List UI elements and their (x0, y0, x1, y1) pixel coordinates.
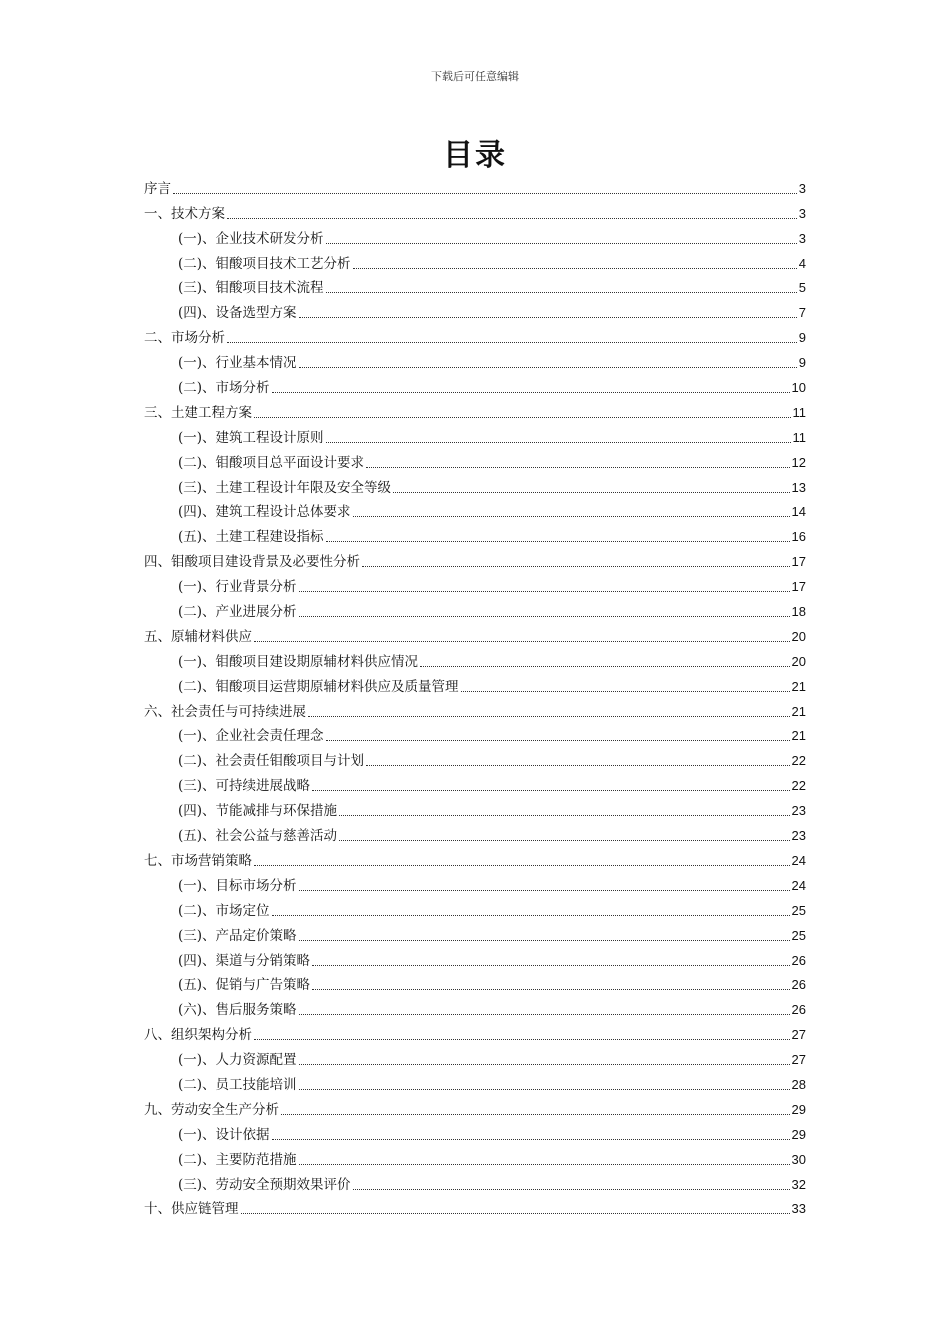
toc-leader-dots (272, 915, 790, 916)
toc-entry-page-number: 26 (791, 1002, 806, 1018)
toc-entry-label: (五)、土建工程建设指标 (178, 529, 324, 546)
toc-entry[interactable] (144, 398, 806, 423)
toc-entry-page-number: 18 (791, 604, 806, 620)
toc-entry-label: (四)、设备选型方案 (178, 305, 297, 322)
toc-entry-page-number: 29 (791, 1101, 806, 1117)
toc-entry-label: 序言 (144, 180, 171, 197)
toc-entry[interactable] (144, 522, 806, 547)
toc-entry-page-number: 7 (798, 305, 806, 321)
toc-leader-dots (254, 417, 791, 418)
toc-leader-dots (254, 1039, 790, 1040)
toc-entry-page-number: 20 (791, 628, 806, 644)
toc-entry-label: 二、市场分析 (144, 330, 225, 347)
toc-entry-page-number: 30 (791, 1151, 806, 1167)
toc-entry-label: (二)、钼酸项目总平面设计要求 (178, 454, 365, 471)
toc-leader-dots (353, 268, 797, 269)
toc-entry-label: 八、组织架构分析 (144, 1027, 252, 1044)
toc-entry[interactable] (144, 498, 806, 523)
toc-entry-label: (五)、促销与广告策略 (178, 977, 311, 994)
toc-leader-dots (299, 940, 790, 941)
toc-entry-label: (四)、建筑工程设计总体要求 (178, 504, 351, 521)
toc-entry[interactable] (144, 1120, 806, 1145)
toc-leader-dots (339, 840, 789, 841)
toc-leader-dots (254, 641, 790, 642)
toc-leader-dots (362, 566, 790, 567)
toc-entry-page-number: 25 (791, 902, 806, 918)
toc-entry[interactable] (144, 547, 806, 572)
toc-entry-page-number: 3 (798, 180, 806, 196)
toc-leader-dots (326, 292, 797, 293)
toc-entry-label: (六)、售后服务策略 (178, 1002, 297, 1019)
toc-entry[interactable] (144, 423, 806, 448)
toc-entry-page-number: 28 (791, 1076, 806, 1092)
toc-entry[interactable] (144, 199, 806, 224)
toc-entry-label: (三)、钼酸项目技术流程 (178, 280, 324, 297)
toc-entry-page-number: 11 (792, 404, 806, 420)
toc-entry-page-number: 16 (791, 529, 806, 545)
toc-entry-page-number: 22 (791, 753, 806, 769)
toc-leader-dots (299, 1089, 790, 1090)
toc-entry-label: (一)、行业背景分析 (178, 579, 297, 596)
toc-entry[interactable] (144, 647, 806, 672)
toc-entry-label: (三)、可持续进展战略 (178, 778, 311, 795)
toc-leader-dots (312, 989, 789, 990)
toc-entry[interactable] (144, 746, 806, 771)
toc-leader-dots (339, 815, 789, 816)
toc-entry[interactable] (144, 473, 806, 498)
toc-leader-dots (326, 243, 797, 244)
toc-leader-dots (312, 790, 789, 791)
toc-entry-page-number: 9 (798, 355, 806, 371)
toc-entry-label: 九、劳动安全生产分析 (144, 1101, 279, 1118)
toc-entry-label: (二)、市场分析 (178, 380, 270, 397)
toc-leader-dots (312, 965, 789, 966)
toc-entry-page-number: 14 (791, 504, 806, 520)
toc-leader-dots (241, 1213, 790, 1214)
toc-leader-dots (420, 666, 789, 667)
toc-entry-label: (二)、产业进展分析 (178, 604, 297, 621)
toc-entry[interactable] (144, 921, 806, 946)
toc-entry-page-number: 21 (791, 703, 806, 719)
toc-leader-dots (299, 591, 790, 592)
toc-entry-label: (一)、企业社会责任理念 (178, 728, 324, 745)
toc-entry-page-number: 27 (791, 1052, 806, 1068)
toc-entry-page-number: 17 (791, 579, 806, 595)
toc-entry-page-number: 25 (791, 927, 806, 943)
toc-entry[interactable] (144, 249, 806, 274)
toc-entry[interactable] (144, 298, 806, 323)
toc-entry-page-number: 5 (798, 280, 806, 296)
toc-entry[interactable] (144, 1145, 806, 1170)
toc-entry[interactable] (144, 971, 806, 996)
toc-entry-label: (二)、主要防范措施 (178, 1151, 297, 1168)
toc-entry-label: (一)、建筑工程设计原则 (178, 429, 324, 446)
toc-leader-dots (461, 691, 790, 692)
toc-entry-page-number: 3 (798, 205, 806, 221)
toc-entry-page-number: 29 (791, 1126, 806, 1142)
toc-entry-page-number: 11 (792, 429, 806, 445)
toc-entry[interactable] (144, 946, 806, 971)
toc-entry[interactable] (144, 796, 806, 821)
toc-entry-label: (二)、市场定位 (178, 902, 270, 919)
toc-entry-page-number: 21 (791, 678, 806, 694)
toc-entry[interactable] (144, 1170, 806, 1195)
toc-leader-dots (227, 218, 797, 219)
toc-entry-label: 三、土建工程方案 (144, 404, 252, 421)
toc-entry[interactable] (144, 722, 806, 747)
toc-leader-dots (393, 492, 789, 493)
toc-leader-dots (326, 740, 790, 741)
toc-entry[interactable] (144, 224, 806, 249)
toc-entry-page-number: 26 (791, 952, 806, 968)
page-title: 目录 (443, 138, 507, 173)
toc-entry-label: 四、钼酸项目建设背景及必要性分析 (144, 554, 360, 571)
toc-entry-page-number: 22 (791, 778, 806, 794)
toc-leader-dots (299, 890, 790, 891)
toc-leader-dots (281, 1114, 790, 1115)
header-note: 下载后可任意编辑 (431, 70, 519, 83)
toc-entry[interactable] (144, 672, 806, 697)
table-of-contents (144, 174, 806, 1219)
toc-entry-page-number: 4 (798, 255, 806, 271)
toc-entry[interactable] (144, 771, 806, 796)
toc-entry-label: (三)、土建工程设计年限及安全等级 (178, 479, 392, 496)
toc-entry-label: (一)、企业技术研发分析 (178, 230, 324, 247)
toc-entry-label: (一)、目标市场分析 (178, 877, 297, 894)
toc-entry[interactable] (144, 1195, 806, 1220)
toc-entry[interactable] (144, 572, 806, 597)
toc-entry[interactable] (144, 323, 806, 348)
toc-entry-page-number: 9 (798, 330, 806, 346)
toc-leader-dots (308, 716, 790, 717)
toc-entry-page-number: 23 (791, 803, 806, 819)
toc-leader-dots (366, 765, 789, 766)
toc-entry-label: (四)、节能减排与环保措施 (178, 803, 338, 820)
toc-entry[interactable] (144, 348, 806, 373)
toc-leader-dots (254, 865, 790, 866)
toc-entry-label: (二)、社会责任钼酸项目与计划 (178, 753, 365, 770)
toc-entry[interactable] (144, 1045, 806, 1070)
toc-entry-label: (一)、人力资源配置 (178, 1052, 297, 1069)
toc-entry-page-number: 17 (791, 554, 806, 570)
toc-entry[interactable] (144, 174, 806, 199)
toc-entry[interactable] (144, 896, 806, 921)
toc-entry-page-number: 26 (791, 977, 806, 993)
toc-entry[interactable] (144, 1070, 806, 1095)
toc-entry-label: 一、技术方案 (144, 205, 225, 222)
toc-entry-label: (一)、行业基本情况 (178, 355, 297, 372)
toc-entry-label: 七、市场营销策略 (144, 852, 252, 869)
toc-entry-label: (一)、钼酸项目建设期原辅材料供应情况 (178, 653, 419, 670)
toc-entry-page-number: 23 (791, 828, 806, 844)
toc-leader-dots (227, 342, 797, 343)
toc-entry-label: (二)、钼酸项目运营期原辅材料供应及质量管理 (178, 678, 459, 695)
toc-entry-label: (五)、社会公益与慈善活动 (178, 828, 338, 845)
toc-entry-page-number: 12 (791, 454, 806, 470)
toc-entry[interactable] (144, 846, 806, 871)
toc-leader-dots (299, 1014, 790, 1015)
toc-leader-dots (299, 367, 797, 368)
toc-leader-dots (272, 1139, 790, 1140)
toc-entry-page-number: 24 (791, 852, 806, 868)
toc-entry[interactable] (144, 622, 806, 647)
toc-leader-dots (173, 193, 797, 194)
toc-entry-page-number: 10 (791, 380, 806, 396)
toc-entry[interactable] (144, 274, 806, 299)
toc-leader-dots (299, 317, 797, 318)
toc-entry-page-number: 21 (791, 728, 806, 744)
toc-entry-label: (二)、钼酸项目技术工艺分析 (178, 255, 351, 272)
toc-leader-dots (299, 1064, 790, 1065)
toc-leader-dots (366, 467, 789, 468)
toc-entry-page-number: 33 (791, 1201, 806, 1217)
toc-entry[interactable] (144, 1020, 806, 1045)
toc-entry[interactable] (144, 697, 806, 722)
toc-entry-page-number: 24 (791, 877, 806, 893)
toc-leader-dots (326, 442, 791, 443)
toc-entry-label: (一)、设计依据 (178, 1126, 270, 1143)
toc-entry[interactable] (144, 373, 806, 398)
toc-entry[interactable] (144, 448, 806, 473)
toc-entry[interactable] (144, 821, 806, 846)
toc-entry-page-number: 27 (791, 1027, 806, 1043)
toc-leader-dots (353, 516, 790, 517)
toc-entry-page-number: 13 (791, 479, 806, 495)
toc-entry[interactable] (144, 871, 806, 896)
toc-leader-dots (272, 392, 790, 393)
toc-entry[interactable] (144, 995, 806, 1020)
toc-entry-label: 十、供应链管理 (144, 1201, 239, 1218)
toc-entry-label: (四)、渠道与分销策略 (178, 952, 311, 969)
toc-leader-dots (353, 1189, 790, 1190)
toc-entry-label: 六、社会责任与可持续进展 (144, 703, 306, 720)
toc-entry-label: (二)、员工技能培训 (178, 1076, 297, 1093)
toc-leader-dots (299, 616, 790, 617)
toc-entry-page-number: 20 (791, 653, 806, 669)
toc-entry-page-number: 32 (791, 1176, 806, 1192)
toc-leader-dots (299, 1164, 790, 1165)
toc-entry[interactable] (144, 597, 806, 622)
toc-entry-label: 五、原辅材料供应 (144, 628, 252, 645)
toc-leader-dots (326, 541, 790, 542)
toc-entry-label: (三)、劳动安全预期效果评价 (178, 1176, 351, 1193)
toc-entry-label: (三)、产品定价策略 (178, 927, 297, 944)
toc-entry-page-number: 3 (798, 230, 806, 246)
toc-entry[interactable] (144, 1095, 806, 1120)
